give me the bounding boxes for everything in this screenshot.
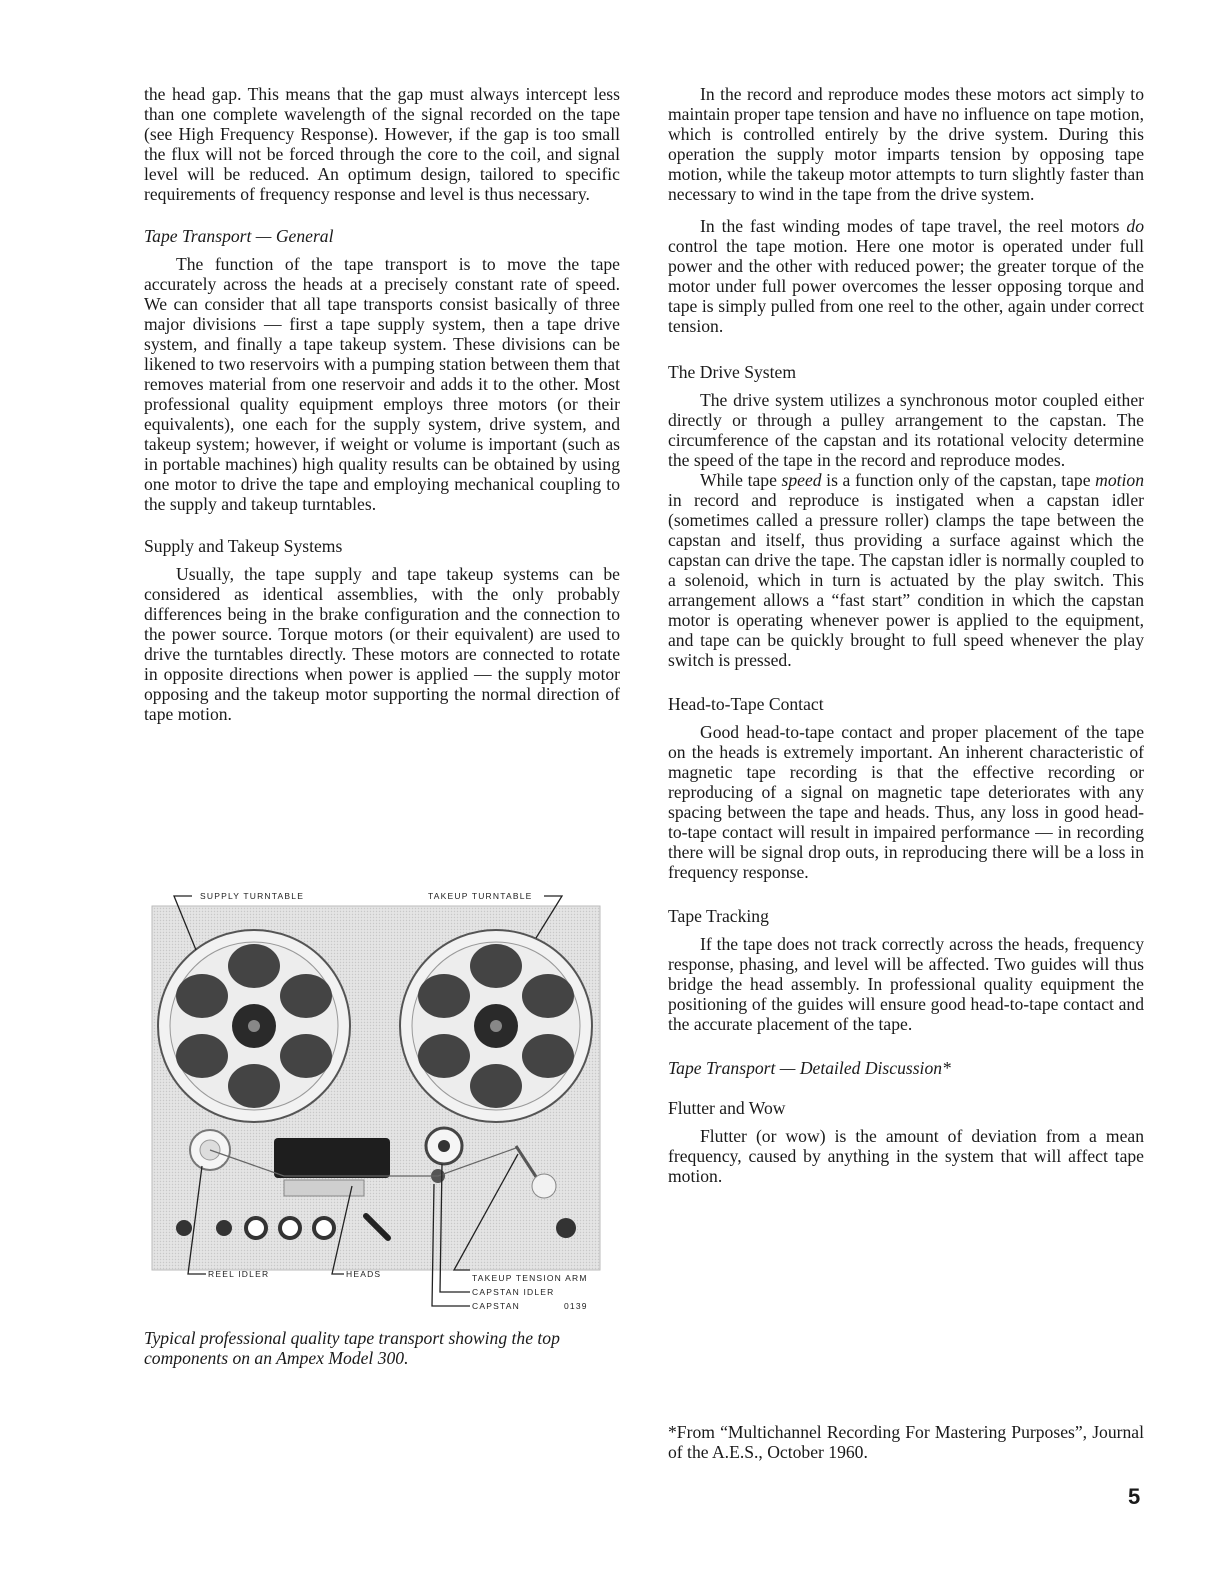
left-column — [144, 84, 620, 724]
paragraph-record-reproduce: In the record and reproduce modes these motors act simply to maintain proper tape tension and have no influence on tape motion, which is controlled entirely by the drive system. During this operation the supply motor imparts tension by opposing tape motion, while the takeup motor attempts to turn slightly faster than necessary to wind in the tape from the drive system. — [668, 84, 1144, 204]
label-capstan-idler: CAPSTAN IDLER — [472, 1287, 555, 1297]
paragraph-fast-winding: In the fast winding modes of tape travel, the reel motors do control the tape motion. Here one motor is operated under full power and the other with reduced power; the greater torque of the motor under full power overcomes the lesser opposing torque and tape is simply pulled from one reel to the other, again under correct tension. — [668, 216, 1144, 336]
right-column — [668, 84, 1144, 1186]
paragraph-head-to-tape-contact: Good head-to-tape contact and proper placement of the tape on the heads is extremely important. An inherent characteristic of magnetic tape recording is that the effective recording or reproducing of a signal on magnetic tape deteriorates with any spacing between the tape and heads. Thus, any loss in good head-to-tape contact will result in impaired performance — in recording there will be signal drop outs, in reproducing there will be a loss in frequency response. — [668, 722, 1144, 882]
heading-drive-system: The Drive System — [668, 362, 797, 382]
tape-transport-figure — [144, 886, 620, 1316]
paragraph-supply-takeup-systems: Usually, the tape supply and tape takeup systems can be considered as identical assemblies, with the only probably differences being in the brake configuration and the connection to the power source. Torque motors (or their equivalent) are used to drive the turntables directly. These motors are connected to rotate in opposite directions when power is applied — the supply motor opposing and the takeup motor supporting the normal direction of tape motion. — [144, 564, 620, 724]
label-takeup-turntable: TAKEUP TURNTABLE — [428, 891, 533, 901]
figure-number: 0139 — [564, 1301, 588, 1311]
figure-caption: Typical professional quality tape transport showing the top components on an Ampex Model 300. — [144, 1328, 560, 1368]
paragraph-flutter-wow: Flutter (or wow) is the amount of deviation from a mean frequency, caused by anything in the system that will affect tape motion. — [668, 1126, 1144, 1186]
heading-tape-transport-general: Tape Transport — General — [144, 226, 334, 246]
footnote: *From “Multichannel Recording For Mastering Purposes”, Journal of the A.E.S., October 1960. — [668, 1422, 1144, 1462]
label-capstan: CAPSTAN — [472, 1301, 520, 1311]
label-heads: HEADS — [346, 1269, 382, 1279]
ampex-model-300-photo — [144, 886, 620, 1316]
heading-detailed-discussion: Tape Transport — Detailed Discussion* — [668, 1058, 951, 1078]
paragraph-drive-system: The drive system utilizes a synchronous motor coupled either directly or through a pulley arrangement to the capstan. The circumference of the capstan and its rotational velocity determine the speed of the tape in the record and reproduce modes. — [668, 390, 1144, 470]
paragraph-speed-motion: While tape speed is a function only of the capstan, tape motion in record and reproduce is instigated when a capstan idler (sometimes called a pressure roller) clamps the tape between the capstan and itself, thus providing a surface against which the capstan can drive the tape. The capstan idler is normally coupled to a solenoid, which in turn is actuated by the play switch. This arrangement allows a “fast start” condition in which the capstan motor is operating whenever power is applied to the equipment, and tape can be quickly brought to full speed whenever the play switch is pressed. — [668, 470, 1144, 670]
head-cover — [274, 1138, 390, 1178]
heading-flutter-wow: Flutter and Wow — [668, 1098, 786, 1118]
heading-tape-tracking: Tape Tracking — [668, 906, 769, 926]
label-reel-idler: REEL IDLER — [208, 1269, 270, 1279]
supply-reel — [158, 930, 350, 1122]
paragraph-tape-transport-general: The function of the tape transport is to move the tape accurately across the heads at a precisely constant rate of speed. We can consider that all tape transports consist basically of three major divisions — first a tape supply system, then a tape drive system, and finally a tape takeup system. These divisions can be likened to two reservoirs with a pumping station between them that removes material from one reservoir and adds it to the other. Most professional quality equipment employs three motors (or their equivalents), one each for the supply system, drive system, and takeup system; however, if weight or volume is important (such as in portable machines) high quality results can be obtained by using one motor to drive the tape and employing mechanical coupling to the supply and takeup turntables. — [144, 254, 620, 514]
page-number: 5 — [1128, 1484, 1141, 1509]
heading-supply-takeup-systems: Supply and Takeup Systems — [144, 536, 343, 556]
paragraph-head-gap: the head gap. This means that the gap must always intercept less than one complete wavelength of the signal recorded on the tape (see High Frequency Response). However, if the gap is too small the flux will not be forced through the core to the coil, and signal level will be reduced. An optimum design, tailored to specific requirements of frequency response and level is thus necessary. — [144, 84, 620, 204]
label-takeup-tension-arm: TAKEUP TENSION ARM — [472, 1273, 588, 1283]
label-supply-turntable: SUPPLY TURNTABLE — [200, 891, 305, 901]
takeup-reel — [400, 930, 592, 1122]
paragraph-tape-tracking: If the tape does not track correctly across the heads, frequency response, phasing, and level will be affected. Two guides will thus bridge the head assembly. In professional quality equipment the positioning of the guides will ensure good head-to-tape contact and the accurate placement of the tape. — [668, 934, 1144, 1034]
heading-head-to-tape-contact: Head-to-Tape Contact — [668, 694, 824, 714]
